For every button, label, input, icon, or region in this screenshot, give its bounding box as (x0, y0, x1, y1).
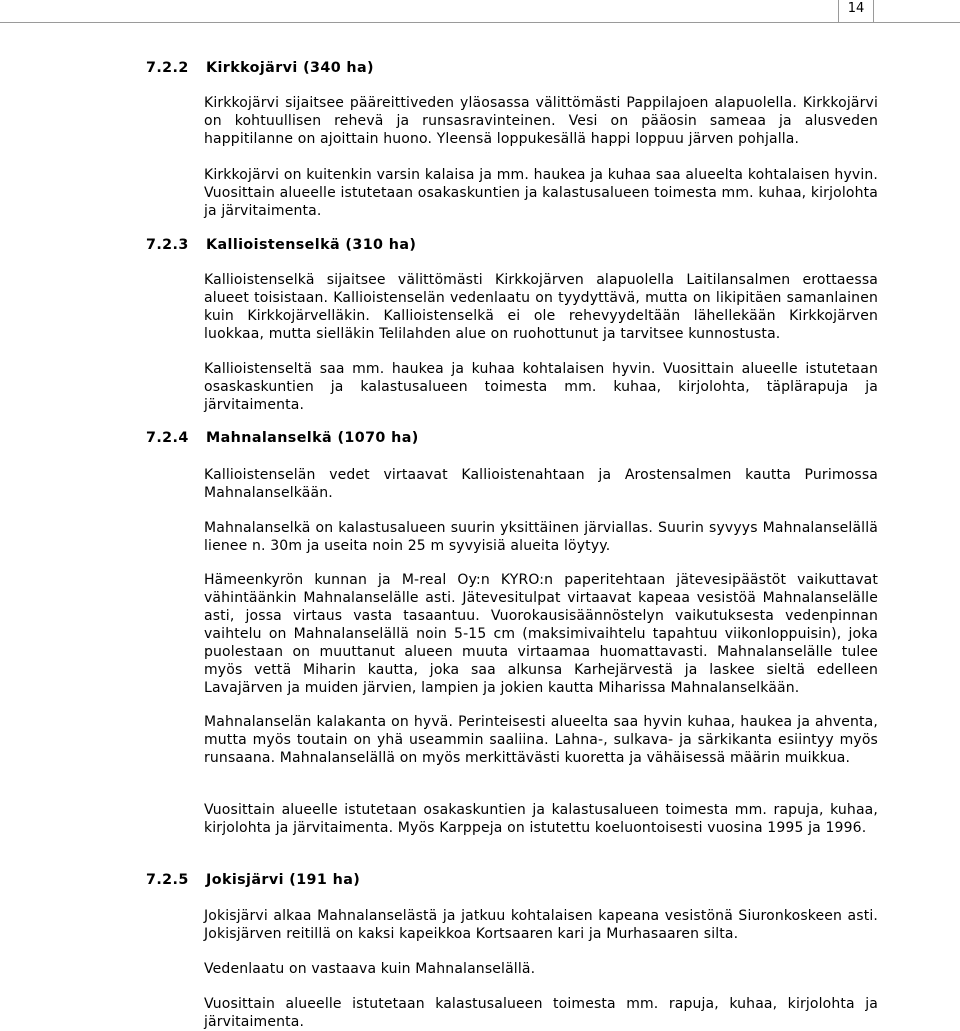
paragraph: Kallioistenselkä sijaitsee välittömästi Kirkkojärven alapuolella Laitilansalmen erottaessa alueet toisistaan. Kallioistenselän vedenlaatu on tyydyttävä, mutta on likipitäen samanlainen kuin Kirkkojärvelläkin. Kallioistenselkä ei ole rehevyydeltään lähellekään Kirkkojärven luokkaa, mutta sielläkin Telilahden alue on ruohottunut ja tarvitsee kunnostusta. (204, 272, 878, 342)
section-number: 7.2.5 (146, 872, 189, 888)
section-number: 7.2.4 (146, 430, 189, 446)
paragraph: Jokisjärvi alkaa Mahnalanselästä ja jatkuu kohtalaisen kapeana vesistönä Siuronkoskeen asti. Jokisjärven reitillä on kaksi kapeikkoa Kortsaaren kari ja Murhasaaren silta. (204, 908, 878, 942)
paragraph: Mahnalanselkä on kalastusalueen suurin yksittäinen järviallas. Suurin syvyys Mahnalanselällä lienee n. 30m ja useita noin 25 m syvyisiä alueita löytyy. (204, 520, 878, 554)
paragraph: Vuosittain alueelle istutetaan kalastusalueen toimesta mm. rapuja, kuhaa, kirjolohta ja järvitaimenta. (204, 996, 878, 1030)
page-header-bar (0, 0, 960, 23)
paragraph: Vedenlaatu on vastaava kuin Mahnalanselällä. (204, 961, 536, 977)
paragraph: Kallioistenseltä saa mm. haukea ja kuhaa kohtalaisen hyvin. Vuosittain alueelle istutetaan osaskaskuntien ja kalastusalueen toimesta mm. kuhaa, kirjolohta, täplärapuja ja järvitaimenta. (204, 361, 878, 413)
paragraph: Hämeenkyrön kunnan ja M-real Oy:n KYRO:n paperitehtaan jätevesipäästöt vaikuttavat vähintäänkin Mahnalanselälle asti. Jätevesitulpat virtaavat kapeaa vesistöä Mahnalanselälle asti, jossa virtaus vasta tasaantuu. Vuorokausisäännöstelyn vaikutuksesta vedenpinnan vaihtelu on Mahnalanselällä noin 5-15 cm (maksimivaihtelu tapahtuu viikonloppuisin), joka puolestaan on muuttanut alueen muuta virtaamaa huomattavasti. Mahnalanselälle tulee myös vettä Miharin kautta, joka saa alkunsa Karhejärvestä ja laskee sieltä edelleen Lavajärven ja muiden järvien, lampien ja jokien kautta Miharissa Mahnalanselkään. (204, 572, 878, 696)
paragraph: Kallioistenselän vedet virtaavat Kallioistenahtaan ja Arostensalmen kautta Purimossa Mahnalanselkään. (204, 467, 878, 501)
paragraph: Kirkkojärvi sijaitsee pääreittiveden yläosassa välittömästi Pappilajoen alapuolella. Kirkkojärvi on kohtuullisen rehevä ja runsasravinteinen. Vesi on pääosin sameaa ja alusveden happitilanne on ajoittain huono. Yleensä loppukesällä happi loppuu järven pohjalla. (204, 95, 878, 147)
paragraph: Kirkkojärvi on kuitenkin varsin kalaisa ja mm. haukea ja kuhaa saa alueelta kohtalaisen hyvin. Vuosittain alueelle istutetaan osakaskuntien ja kalastusalueen toimesta mm. kuhaa, kirjolohta ja järvitaimenta. (204, 167, 878, 219)
section-title: Jokisjärvi (191 ha) (206, 872, 361, 888)
section-title: Kallioistenselkä (310 ha) (206, 237, 417, 253)
paragraph: Mahnalanselän kalakanta on hyvä. Perinteisesti alueelta saa hyvin kuhaa, haukea ja ahventa, mutta myös toutain on yhä useammin saaliina. Lahna-, sulkava- ja särkikanta esiintyy myös runsaana. Mahnalanselällä on myös merkittävästi kuoretta ja vähäisessä määrin muikkua. (204, 714, 878, 766)
section-number: 7.2.3 (146, 237, 189, 253)
section-heading (146, 872, 360, 888)
section-heading (146, 237, 416, 253)
section-heading (146, 60, 374, 76)
page-number: 14 (838, 0, 874, 22)
paragraph: Vuosittain alueelle istutetaan osakaskuntien ja kalastusalueen toimesta mm. rapuja, kuhaa, kirjolohta ja järvitaimenta. Myös Karppeja on istutettu koeluontoisesti vuosina 1995 ja 1996. (204, 802, 878, 836)
section-title: Kirkkojärvi (340 ha) (206, 60, 374, 76)
section-number: 7.2.2 (146, 60, 189, 76)
section-heading (146, 430, 419, 446)
section-title: Mahnalanselkä (1070 ha) (206, 430, 419, 446)
